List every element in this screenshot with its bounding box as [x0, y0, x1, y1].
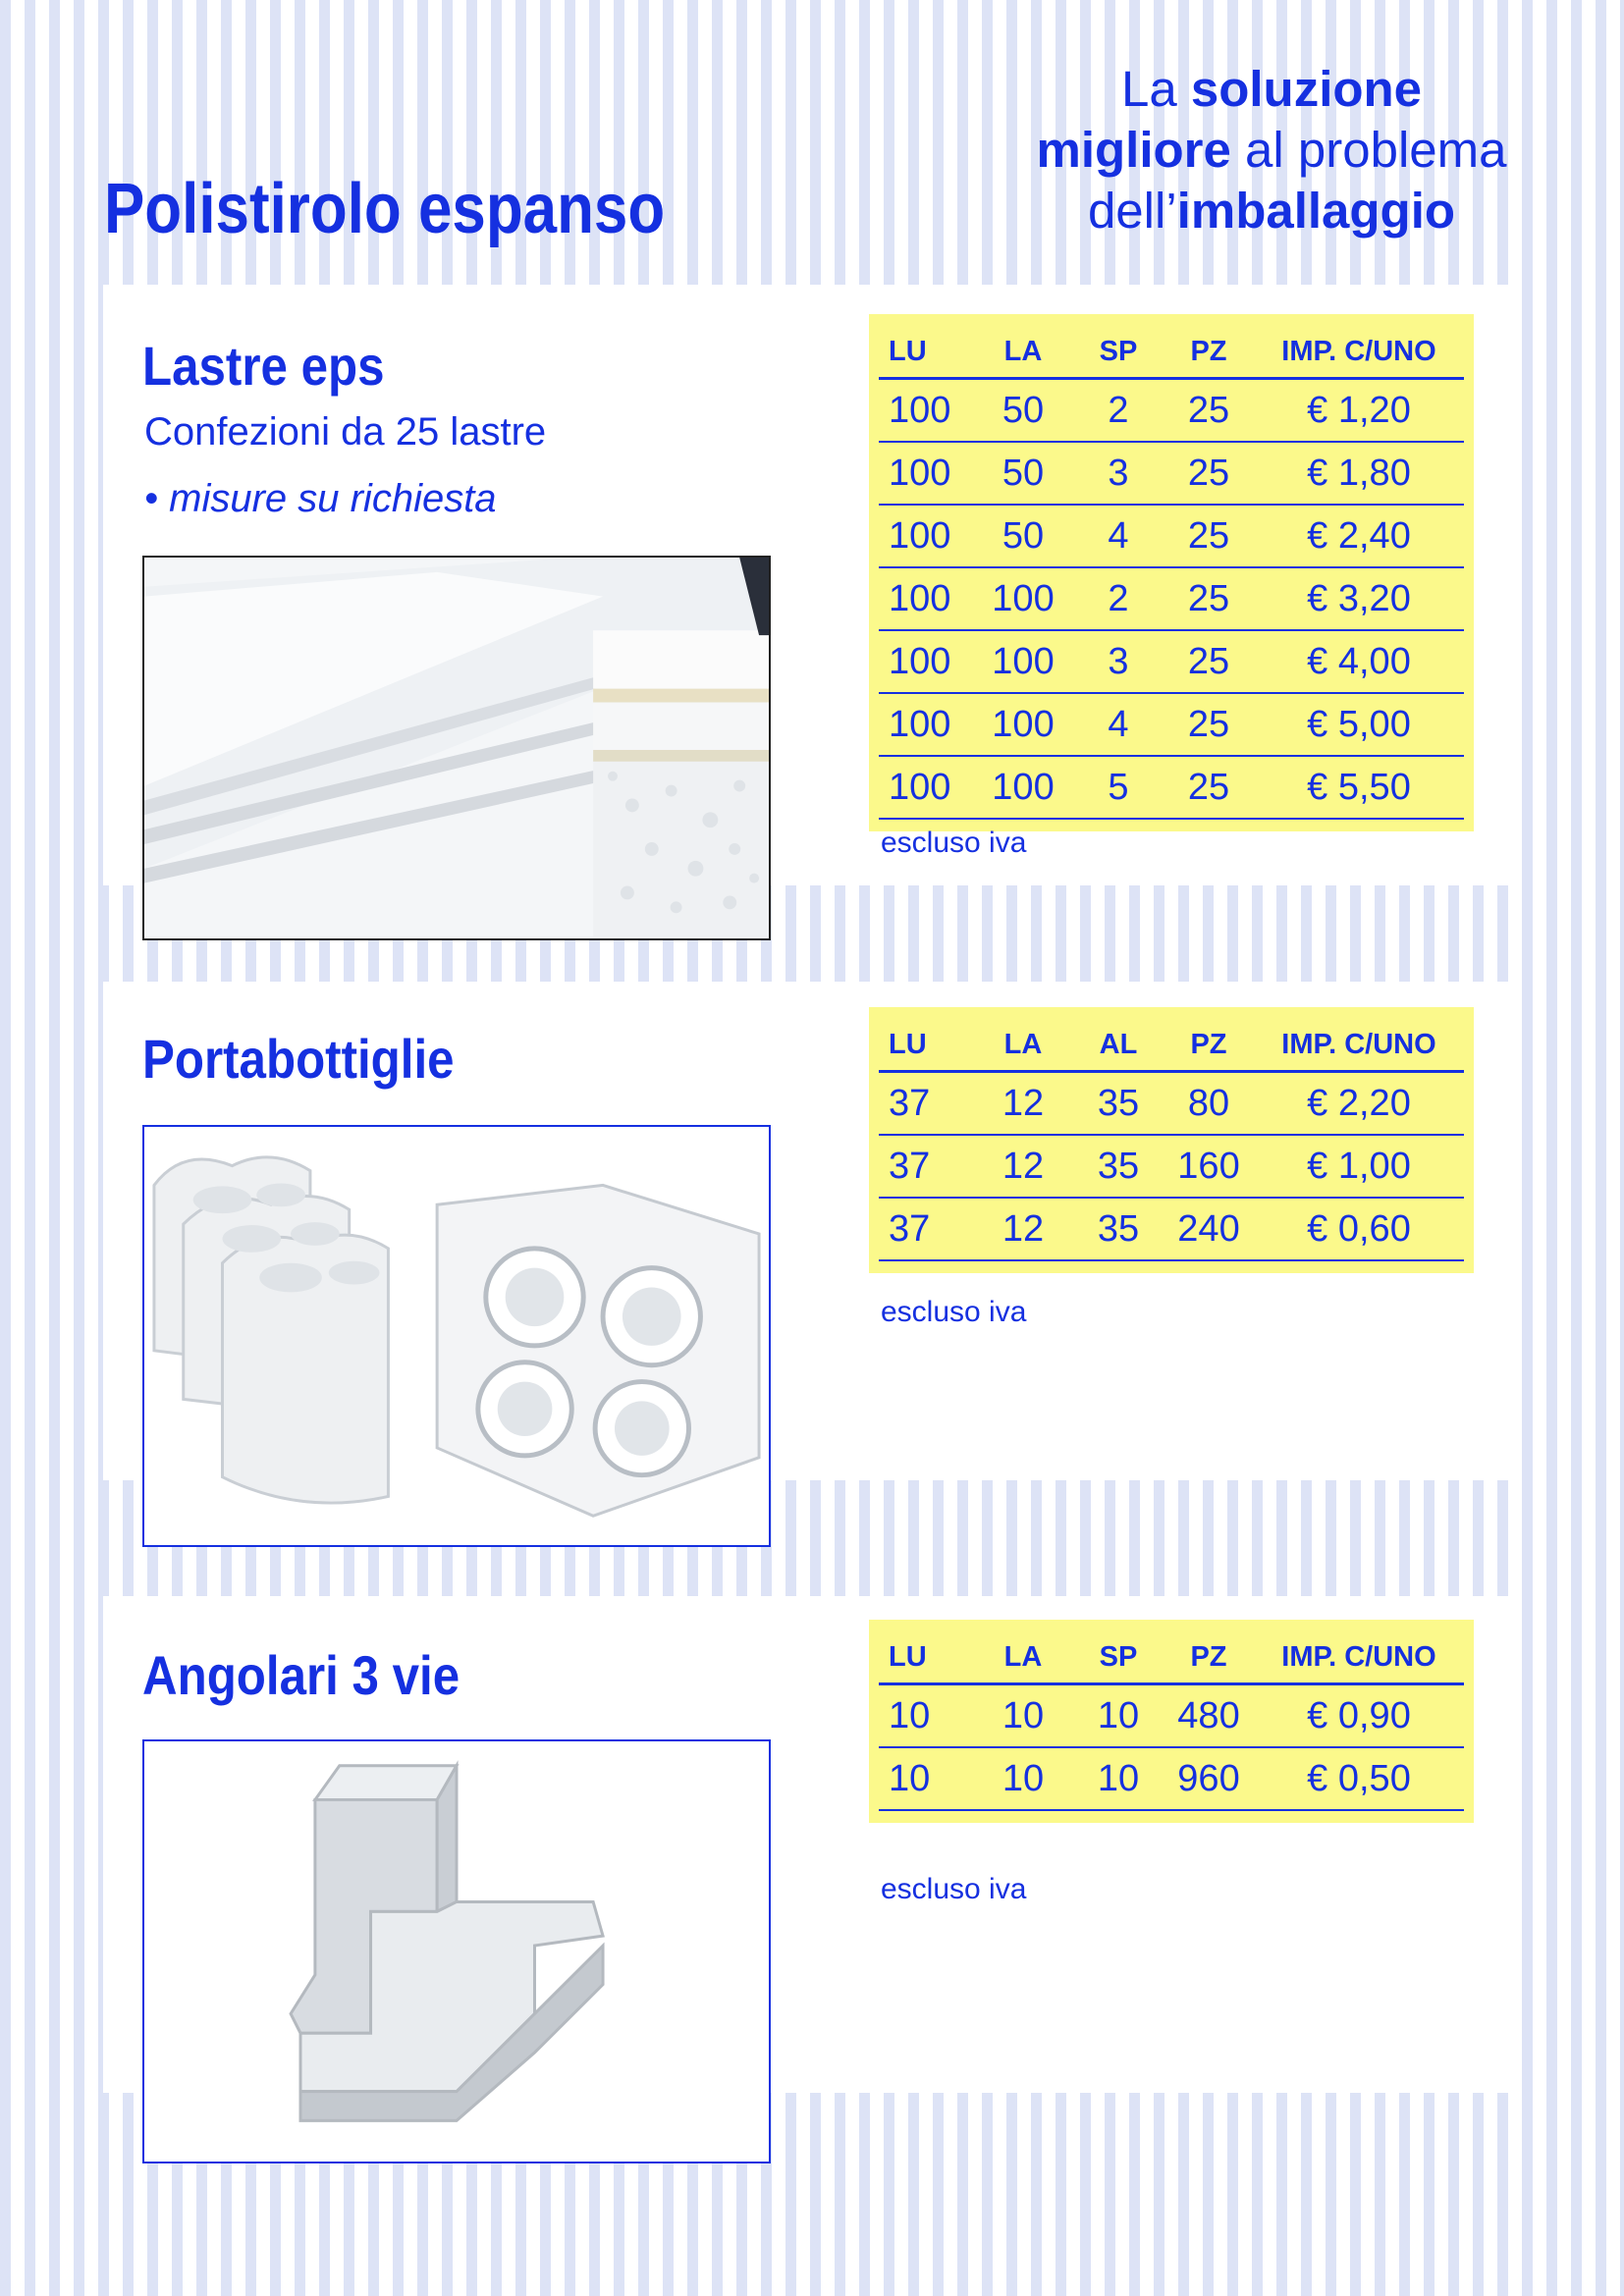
column-header: PZ: [1164, 326, 1254, 379]
table-cell: 10: [1073, 1747, 1164, 1810]
table-cell: 960: [1164, 1747, 1254, 1810]
table-cell: 50: [973, 442, 1073, 505]
table-cell: 10: [879, 1684, 973, 1748]
table-cell: 4: [1073, 505, 1164, 567]
table-cell: € 4,00: [1254, 630, 1464, 693]
table-header-row: [879, 326, 1464, 379]
angolari-photo: [142, 1739, 771, 2163]
table-cell: € 1,00: [1254, 1135, 1464, 1198]
table-row: [879, 567, 1464, 630]
table-cell: € 0,50: [1254, 1747, 1464, 1810]
table-cell: 25: [1164, 693, 1254, 756]
table-cell: € 1,80: [1254, 442, 1464, 505]
table-cell: 160: [1164, 1135, 1254, 1198]
price-footnote: escluso iva: [881, 1873, 1027, 1905]
column-header: IMP. C/UNO: [1254, 326, 1464, 379]
table-header-row: [879, 1019, 1464, 1072]
tagline-line-3: dell’imballaggio: [1087, 183, 1456, 239]
section-title: Portabottiglie: [142, 1028, 455, 1090]
section-title: Lastre eps: [142, 335, 385, 397]
table-cell: 10: [973, 1747, 1073, 1810]
table-cell: € 3,20: [1254, 567, 1464, 630]
column-header: SP: [1073, 326, 1164, 379]
table-cell: 5: [1073, 756, 1164, 819]
table-cell: 100: [879, 442, 973, 505]
table-row: [879, 1747, 1464, 1810]
table-cell: 100: [879, 693, 973, 756]
section-title: Angolari 3 vie: [142, 1644, 460, 1706]
section-subtitle: Confezioni da 25 lastre: [144, 410, 547, 454]
tagline: [1011, 59, 1532, 241]
table-cell: 12: [973, 1198, 1073, 1260]
table-cell: 10: [973, 1684, 1073, 1748]
table-cell: 50: [973, 379, 1073, 443]
table-cell: 25: [1164, 567, 1254, 630]
table-cell: 25: [1164, 630, 1254, 693]
table-cell: 100: [879, 756, 973, 819]
table-cell: 35: [1073, 1198, 1164, 1260]
table-row: [879, 693, 1464, 756]
table-cell: 3: [1073, 630, 1164, 693]
table-cell: € 2,40: [1254, 505, 1464, 567]
table-row: [879, 1684, 1464, 1748]
table-row: [879, 1072, 1464, 1136]
table-cell: 10: [879, 1747, 973, 1810]
section-note: • misure su richiesta: [144, 477, 497, 520]
column-header: IMP. C/UNO: [1254, 1019, 1464, 1072]
table-cell: 100: [879, 630, 973, 693]
table-cell: 12: [973, 1135, 1073, 1198]
table-cell: 100: [973, 630, 1073, 693]
table-cell: 37: [879, 1198, 973, 1260]
lastre-eps-price-table-box: [869, 314, 1474, 831]
table-cell: 100: [879, 505, 973, 567]
column-header: PZ: [1164, 1019, 1254, 1072]
column-header: LA: [973, 1019, 1073, 1072]
table-cell: 2: [1073, 567, 1164, 630]
table-cell: € 1,20: [1254, 379, 1464, 443]
section-portabottiglie: [103, 982, 1520, 1480]
table-cell: 100: [973, 693, 1073, 756]
table-cell: 4: [1073, 693, 1164, 756]
table-header-row: [879, 1631, 1464, 1684]
column-header: IMP. C/UNO: [1254, 1631, 1464, 1684]
table-row: [879, 505, 1464, 567]
table-cell: 100: [879, 567, 973, 630]
table-row: [879, 442, 1464, 505]
table-row: [879, 1135, 1464, 1198]
table-cell: 25: [1164, 505, 1254, 567]
tagline-line-2: migliore al problema: [1036, 122, 1507, 178]
table-row: [879, 1198, 1464, 1260]
table-row: [879, 379, 1464, 443]
table-cell: 37: [879, 1072, 973, 1136]
column-header: LU: [879, 326, 973, 379]
portabottiglie-price-table-box: [869, 1007, 1474, 1273]
column-header: LA: [973, 326, 1073, 379]
column-header: SP: [1073, 1631, 1164, 1684]
table-row: [879, 630, 1464, 693]
table-cell: € 5,50: [1254, 756, 1464, 819]
column-header: LU: [879, 1631, 973, 1684]
column-header: LU: [879, 1019, 973, 1072]
table-cell: 480: [1164, 1684, 1254, 1748]
table-cell: 25: [1164, 379, 1254, 443]
table-cell: € 0,90: [1254, 1684, 1464, 1748]
column-header: AL: [1073, 1019, 1164, 1072]
table-cell: 100: [879, 379, 973, 443]
table-cell: 80: [1164, 1072, 1254, 1136]
page-title: Polistirolo espanso: [104, 170, 666, 248]
table-cell: 35: [1073, 1072, 1164, 1136]
table-row: [879, 756, 1464, 819]
table-cell: 2: [1073, 379, 1164, 443]
table-cell: € 5,00: [1254, 693, 1464, 756]
tagline-line-1: La soluzione: [1120, 61, 1423, 117]
section-lastre-eps: [103, 285, 1520, 885]
portabottiglie-photo: [142, 1125, 771, 1547]
table-cell: 10: [1073, 1684, 1164, 1748]
portabottiglie-price-table: [879, 1019, 1464, 1261]
angolari-price-table-box: [869, 1620, 1474, 1823]
table-cell: 25: [1164, 756, 1254, 819]
table-cell: 37: [879, 1135, 973, 1198]
column-header: LA: [973, 1631, 1073, 1684]
table-cell: € 2,20: [1254, 1072, 1464, 1136]
angolari-price-table: [879, 1631, 1464, 1811]
lastre-eps-price-table: [879, 326, 1464, 820]
table-cell: 240: [1164, 1198, 1254, 1260]
table-cell: 35: [1073, 1135, 1164, 1198]
table-cell: € 0,60: [1254, 1198, 1464, 1260]
table-cell: 100: [973, 567, 1073, 630]
section-angolari-3-vie: [103, 1596, 1520, 2093]
table-cell: 25: [1164, 442, 1254, 505]
table-cell: 100: [973, 756, 1073, 819]
table-cell: 12: [973, 1072, 1073, 1136]
price-footnote: escluso iva: [881, 1296, 1027, 1328]
column-header: PZ: [1164, 1631, 1254, 1684]
lastre-eps-photo: [142, 556, 771, 940]
table-cell: 50: [973, 505, 1073, 567]
table-cell: 3: [1073, 442, 1164, 505]
price-footnote: escluso iva: [881, 827, 1027, 859]
